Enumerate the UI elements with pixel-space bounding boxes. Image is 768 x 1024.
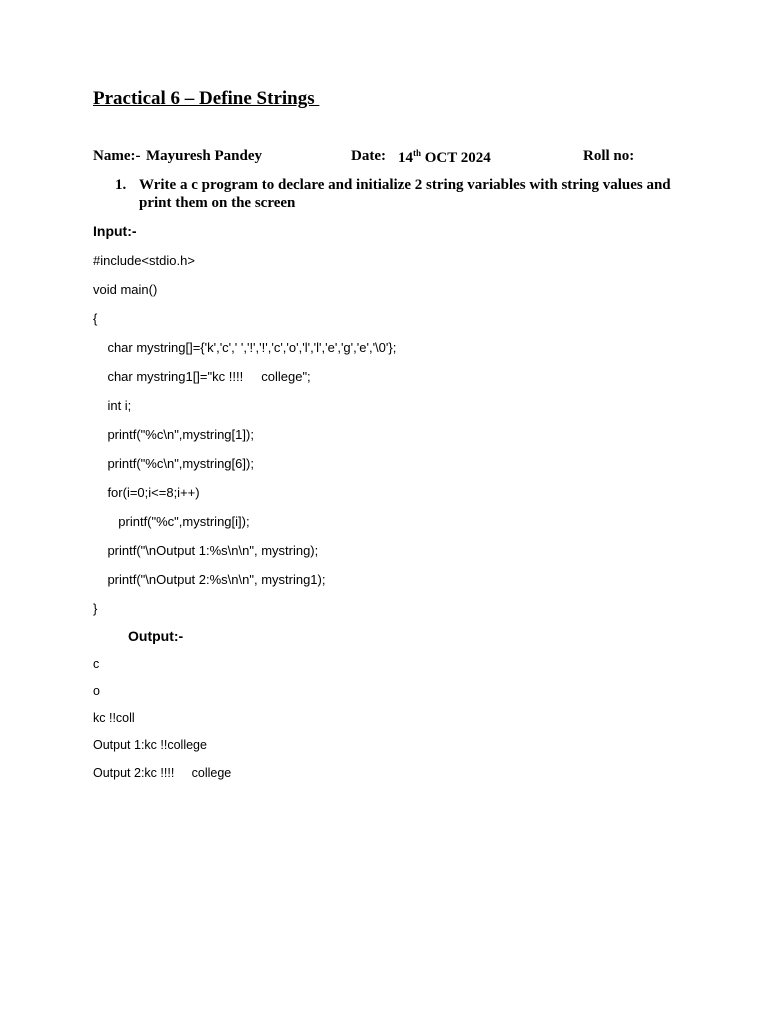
code-line: printf("%c\n",mystring[6]); — [93, 456, 254, 471]
name-label: Name:- — [93, 148, 141, 164]
code-line: printf("\nOutput 2:%s\n\n", mystring1); — [93, 572, 326, 587]
code-line: printf("%c\n",mystring[1]); — [93, 427, 254, 442]
date-value — [398, 148, 491, 167]
code-line: } — [93, 601, 98, 616]
input-heading: Input:- — [93, 223, 137, 239]
code-line: { — [93, 311, 98, 326]
output-line: kc !!coll — [93, 711, 135, 725]
name-value: Mayuresh Pandey — [146, 148, 262, 164]
code-line: #include<stdio.h> — [93, 253, 195, 268]
output-line: o — [93, 684, 100, 698]
question-number: 1. — [115, 177, 127, 193]
date-suffix: th — [413, 148, 422, 158]
code-line: char mystring[]={'k','c',' ','!','!','c','o','l','l','e','g','e','\0'}; — [93, 340, 397, 355]
document-title: Practical 6 – Define Strings — [93, 88, 320, 109]
output-line: c — [93, 657, 100, 671]
code-line: printf("\nOutput 1:%s\n\n", mystring); — [93, 543, 319, 558]
code-line: int i; — [93, 398, 132, 413]
code-line: void main() — [93, 282, 158, 297]
roll-label: Roll no: — [583, 148, 635, 164]
date-month-year: OCT 2024 — [424, 150, 491, 166]
output-line: Output 1:kc !!college — [93, 738, 207, 752]
output-line: Output 2:kc !!!! college — [93, 766, 232, 780]
code-line: printf("%c",mystring[i]); — [93, 514, 250, 529]
code-line: char mystring1[]="kc !!!! college"; — [93, 369, 311, 384]
date-day: 14 — [398, 150, 413, 166]
output-heading: Output:- — [128, 628, 184, 644]
question-text: Write a c program to declare and initialize 2 string variables with string values and print them on the screen — [139, 177, 671, 211]
date-label: Date: — [351, 148, 386, 164]
code-line: for(i=0;i<=8;i++) — [93, 485, 200, 500]
question-item — [115, 176, 675, 212]
